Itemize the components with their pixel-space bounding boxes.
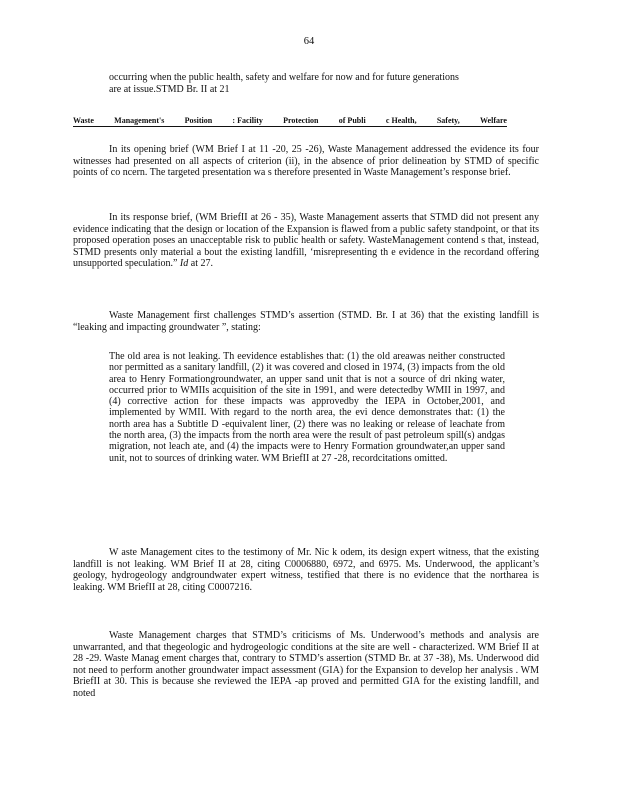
paragraph xyxy=(73,630,539,700)
heading-part: Management's xyxy=(114,116,165,125)
paragraph xyxy=(73,144,539,179)
paragraph-body: In its response brief, (WM BriefII at 26 - 35), Waste Management asserts that STMD did not present any evidence indicating that the design or location of the Expansion is flawed from a public safety standpoint, or that its proposed operation poses an unacceptable risk to public health or safety. WasteManagement contend s that, instead, STMD presents only material a bout the existing landfill, ‘misrepresenting th e evidence in the recordand offering unsupported speculation.” xyxy=(73,212,539,270)
heading-part: Position xyxy=(184,116,213,125)
heading-part: : Facility xyxy=(232,116,263,125)
paragraph xyxy=(73,310,539,333)
heading-part: Protection xyxy=(283,116,319,125)
heading-part: Safety, xyxy=(436,116,460,125)
page-number: 64 xyxy=(303,36,315,47)
paragraph xyxy=(73,547,539,593)
paragraph xyxy=(73,212,539,270)
paragraph-text: Waste Management first challenges STMD’s assertion (STMD. Br. I at 36) that the existing landfill is “leaking and impacting groundwater ”, stating: xyxy=(73,310,539,333)
paragraph-text: Waste Management charges that STMD’s criticisms of Ms. Underwood’s methods and analysis are unwarranted, and that thegeologic and hydrogeologic conditions at the site are well - characterized. WM Brief II at 28 -29. Waste Manag ement charges that, contrary to STMD’s assertion (STMD Br. at 37 -38), Ms. Underwood did not need to perform another groundwater impact assessment (GIA) for the Expansion to develop her analysis . WM BriefII at 30. This is because she reviewed the IEPA -ap proved and permitted GIA for the existing landfill, and noted xyxy=(73,630,539,699)
citation-tail: at 27. xyxy=(188,258,213,270)
block-quote: The old area is not leaking. Th eevidence establishes that: (1) the old areawas neither constructed nor permitted as a sanitary landfill, (2) it was covered and closed in 1974, (3) impacts from the old area to Henry Formationgroundwater, an upper sand unit that is not a source of dri nking water, occurred prior to WMIIs acquisition of the site in 1991, and were detectedby WMII in 1997, and (4) corrective action for these impacts was approvedby the IEPA in October,2001, and implemented by WMII. With regard to the north area, the evi dence demonstrates that: (1) the north area has a Subtitle D -equivalent liner, (2) there was no leaking or release of leachate from the north area, (3) the impacts from the north area were the result of past petroleum spill(s) andgas migration, not leach ate, and (4) the impacts were to Henry Formation groundwater,an upper sand unit, not to sources of drinking water. WM BriefII at 27 -28, recordcitations omitted. xyxy=(109,351,505,464)
paragraph-text xyxy=(73,212,539,270)
heading-part: of Publi xyxy=(338,116,366,125)
heading-part: Waste xyxy=(73,116,94,125)
paragraph-text: W aste Management cites to the testimony of Mr. Nic k odem, its design expert witness, that the existing landfill is not leaking. WM Brief II at 28, citing C0006880, 6972, and 6975. Ms. Underwood, the applicant’s geology, hydrogeology andgroundwater expert witness, testified that there is no evidence that the northarea is leaking. WM BriefII at 28, citing C0007216. xyxy=(73,547,539,593)
continued-quote: occurring when the public health, safety and welfare for now and for future generations are at issue.STMD Br. II at 21 xyxy=(109,72,459,95)
heading-part: c Health, xyxy=(385,116,417,125)
heading-part: Welfare xyxy=(479,116,507,125)
paragraph-text: In its opening brief (WM Brief I at 11 -20, 25 -26), Waste Management addressed the evidence its four witnesses had presented on all aspects of criterion (ii), in the absence of prior delineation by STMD of specific points of co ncern. The targeted presentation wa s therefore presented in Waste Management’s response brief. xyxy=(73,144,539,179)
section-heading xyxy=(73,116,507,127)
citation-id: Id xyxy=(179,258,189,270)
